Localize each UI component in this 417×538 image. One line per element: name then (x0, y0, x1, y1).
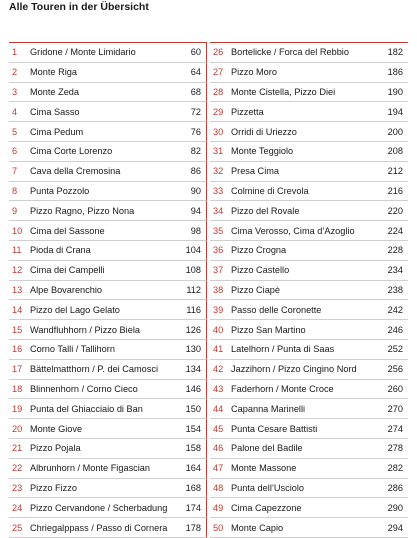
tour-name: Alpe Bovarenchio (30, 284, 103, 295)
tour-name: Punta Pozzolo (30, 185, 90, 196)
tour-name: Monte Massone (231, 463, 297, 474)
tour-name: Monte Teggiolo (231, 146, 294, 157)
tour-name: Colmine di Crevola (231, 185, 309, 196)
tour-number: 16 (12, 344, 23, 355)
tour-row (9, 102, 207, 122)
tour-number: 23 (12, 482, 23, 493)
tour-name: Bortelicke / Forca del Rebbio (231, 47, 349, 58)
page-number: 174 (185, 502, 201, 513)
page-number: 86 (190, 166, 201, 177)
tour-name: Bättelmatthorn / P. dei Camosci (30, 364, 159, 375)
page-number: 72 (190, 106, 201, 117)
page-number: 216 (387, 185, 403, 196)
tour-number: 24 (12, 502, 23, 513)
tour-name: Monte Riga (30, 67, 77, 78)
tour-row (9, 261, 207, 281)
tour-row (210, 479, 408, 499)
tour-row (9, 241, 207, 261)
page-number: 186 (387, 67, 403, 78)
tour-row (210, 518, 408, 538)
tour-number: 32 (213, 166, 224, 177)
page-number: 182 (387, 47, 403, 58)
tour-row (210, 459, 408, 479)
tour-number: 45 (213, 423, 224, 434)
tour-number: 21 (12, 443, 23, 454)
tour-row (9, 122, 207, 142)
tour-row (210, 201, 408, 221)
page-number: 208 (387, 146, 403, 157)
tour-name: Pizzo del Rovale (231, 205, 300, 216)
tour-number: 2 (12, 67, 18, 78)
tour-number: 13 (12, 284, 23, 295)
page-number: 82 (190, 146, 201, 157)
page-number: 150 (185, 403, 201, 414)
tour-name: Monte Zeda (30, 86, 80, 97)
tour-number: 48 (213, 482, 224, 493)
tour-name: Faderhorn / Monte Croce (231, 383, 334, 394)
tour-row (210, 241, 408, 261)
page-number: 64 (190, 67, 201, 78)
tour-name: Albrunhorn / Monte Figascian (30, 463, 151, 474)
page-number: 228 (387, 245, 403, 256)
tour-name: Cima Pedum (30, 126, 84, 137)
page-number: 68 (190, 86, 201, 97)
tour-number: 18 (12, 383, 23, 394)
tour-row (210, 122, 408, 142)
tour-row (9, 360, 207, 380)
page-number: 76 (190, 126, 201, 137)
page-number: 158 (185, 443, 201, 454)
tour-row (9, 439, 207, 459)
page-number: 146 (185, 383, 201, 394)
tour-name: Jazzihorn / Pizzo Cingino Nord (231, 364, 357, 375)
tour-row (210, 63, 408, 83)
tour-row (210, 439, 408, 459)
tour-row (9, 43, 207, 63)
tour-name: Pizzo Fizzo (30, 482, 77, 493)
tour-name: Monte Giove (30, 423, 83, 434)
page-number: 178 (185, 522, 201, 533)
tour-number: 3 (12, 86, 18, 97)
tour-number: 39 (213, 304, 224, 315)
tour-row (9, 518, 207, 538)
page-number: 238 (387, 284, 403, 295)
page-number: 90 (190, 185, 201, 196)
tour-name: Corno Talli / Tallihorn (30, 344, 115, 355)
page-number: 134 (185, 364, 201, 375)
tour-number: 29 (213, 106, 224, 117)
tour-row (210, 340, 408, 360)
tour-row (210, 281, 408, 301)
page-number: 294 (387, 522, 403, 533)
page-number: 60 (190, 47, 201, 58)
page-number: 246 (387, 324, 403, 335)
tour-number: 20 (12, 423, 23, 434)
tour-number: 19 (12, 403, 23, 414)
tour-number: 44 (213, 403, 224, 414)
tour-number: 27 (213, 67, 224, 78)
tour-number: 30 (213, 126, 224, 137)
tour-row (9, 340, 207, 360)
tour-number: 35 (213, 225, 224, 236)
tour-number: 4 (12, 106, 18, 117)
tour-name: Punta dell’Usciolo (231, 482, 305, 493)
tour-number: 38 (213, 284, 224, 295)
tour-name: Gridone / Monte Limidario (30, 47, 136, 58)
tour-name: Wandfluhhorn / Pizzo Biela (30, 324, 140, 335)
tour-row (210, 419, 408, 439)
tour-number: 25 (12, 522, 23, 533)
page-number: 94 (190, 205, 201, 216)
tour-name: Pizzetta (231, 106, 264, 117)
tour-name: Pizzo Cervandone / Scherbadung (30, 502, 168, 513)
tour-row (210, 182, 408, 202)
tour-name: Pizzo Moro (231, 67, 277, 78)
tour-number: 47 (213, 463, 224, 474)
tour-number: 6 (12, 146, 18, 157)
tour-row (9, 182, 207, 202)
tour-number: 10 (12, 225, 23, 236)
tour-name: Cima Capezzone (231, 502, 302, 513)
tour-number: 8 (12, 185, 18, 196)
tour-number: 36 (213, 245, 224, 256)
tour-row (9, 479, 207, 499)
tour-name: Latelhorn / Punta di Saas (231, 344, 335, 355)
tour-row (210, 83, 408, 103)
tour-number: 34 (213, 205, 224, 216)
tour-list-left (9, 42, 207, 538)
tour-name: Pizzo Crogna (231, 245, 287, 256)
tour-row (9, 281, 207, 301)
tour-row (210, 320, 408, 340)
tour-name: Punta del Ghiacciaio di Ban (30, 403, 143, 414)
tour-number: 11 (12, 245, 22, 256)
page-number: 278 (387, 443, 403, 454)
page-number: 274 (387, 423, 403, 434)
tour-name: Cima dei Campelli (30, 265, 105, 276)
page-number: 108 (185, 265, 201, 276)
tour-name: Pizzo Ciapè (231, 284, 281, 295)
tour-row (210, 300, 408, 320)
tour-row (9, 459, 207, 479)
tour-row (9, 201, 207, 221)
tour-number: 43 (213, 383, 224, 394)
tour-number: 22 (12, 463, 23, 474)
tour-name: Orridi di Uriezzo (231, 126, 297, 137)
tour-row (210, 380, 408, 400)
tour-number: 7 (12, 166, 18, 177)
tour-name: Monte Cistella, Pizzo Diei (231, 86, 336, 97)
page-number: 168 (185, 482, 201, 493)
tour-row (210, 162, 408, 182)
tour-row (9, 300, 207, 320)
tour-name: Pizzo Pojala (30, 443, 81, 454)
tour-name: Cima del Sassone (30, 225, 105, 236)
tour-number: 5 (12, 126, 18, 137)
page-number: 116 (186, 304, 201, 315)
tour-row (9, 419, 207, 439)
tour-row (210, 261, 408, 281)
tour-name: Cima Corte Lorenzo (30, 146, 113, 157)
tour-number: 37 (213, 265, 224, 276)
tour-row (210, 43, 408, 63)
page-number: 164 (185, 463, 201, 474)
tour-name: Passo delle Coronette (231, 304, 322, 315)
tour-number: 33 (213, 185, 224, 196)
tour-row (9, 320, 207, 340)
page-number: 286 (387, 482, 403, 493)
page-number: 130 (185, 344, 201, 355)
tour-number: 50 (213, 522, 224, 533)
tour-name: Pizzo Castello (231, 265, 290, 276)
page-number: 260 (387, 383, 403, 394)
tour-number: 26 (213, 47, 224, 58)
tour-name: Cima Sasso (30, 106, 80, 117)
page-number: 290 (387, 502, 403, 513)
page-number: 242 (387, 304, 403, 315)
tour-row (9, 399, 207, 419)
page-number: 190 (387, 86, 403, 97)
page-number: 282 (387, 463, 403, 474)
tour-name: Pizzo del Lago Gelato (30, 304, 120, 315)
tour-number: 40 (213, 324, 224, 335)
tour-number: 46 (213, 443, 224, 454)
tour-row (9, 221, 207, 241)
tour-name: Pizzo San Martino (231, 324, 306, 335)
tour-row (210, 399, 408, 419)
tour-number: 17 (12, 364, 23, 375)
tour-row (210, 221, 408, 241)
tour-number: 9 (12, 205, 18, 216)
tour-row (9, 162, 207, 182)
tour-row (210, 102, 408, 122)
tour-row (210, 360, 408, 380)
page-number: 270 (387, 403, 403, 414)
tour-number: 14 (12, 304, 23, 315)
page-number: 194 (387, 106, 403, 117)
tour-list-right (210, 42, 408, 538)
tour-number: 15 (12, 324, 23, 335)
tour-name: Monte Capio (231, 522, 284, 533)
tour-row (9, 380, 207, 400)
tour-number: 41 (213, 344, 224, 355)
page-number: 256 (387, 364, 403, 375)
tour-number: 49 (213, 502, 224, 513)
tour-row (210, 142, 408, 162)
tour-number: 1 (12, 47, 18, 58)
tour-name: Punta Cesare Battisti (231, 423, 318, 434)
tour-row (9, 498, 207, 518)
tour-name: Cava della Cremosina (30, 166, 121, 177)
page-number: 234 (387, 265, 403, 276)
tour-name: Chriegalppass / Passo di Cornera (30, 522, 168, 533)
page-number: 224 (387, 225, 403, 236)
page-number: 104 (185, 245, 201, 256)
tour-name: Cima Verosso, Cima d’Azoglio (231, 225, 355, 236)
page-number: 220 (387, 205, 403, 216)
page-number: 212 (387, 166, 403, 177)
tour-name: Pioda di Crana (30, 245, 91, 256)
page-title: Alle Touren in der Übersicht (9, 1, 149, 13)
tour-name: Presa Cima (231, 166, 279, 177)
tour-number: 12 (12, 265, 23, 276)
tour-row (9, 142, 207, 162)
page-number: 112 (186, 284, 201, 295)
tour-row (210, 498, 408, 518)
page-number: 126 (185, 324, 201, 335)
tour-number: 31 (213, 146, 224, 157)
tour-name: Blinnenhorn / Corno Cieco (30, 383, 138, 394)
tour-number: 28 (213, 86, 224, 97)
tour-name: Capanna Marinelli (231, 403, 306, 414)
tour-number: 42 (213, 364, 224, 375)
tour-name: Palone del Badile (231, 443, 303, 454)
page-number: 252 (387, 344, 403, 355)
page-number: 200 (387, 126, 403, 137)
page-number: 154 (185, 423, 201, 434)
page-number: 98 (190, 225, 201, 236)
tour-row (9, 83, 207, 103)
tour-row (9, 63, 207, 83)
tour-name: Pizzo Ragno, Pizzo Nona (30, 205, 135, 216)
